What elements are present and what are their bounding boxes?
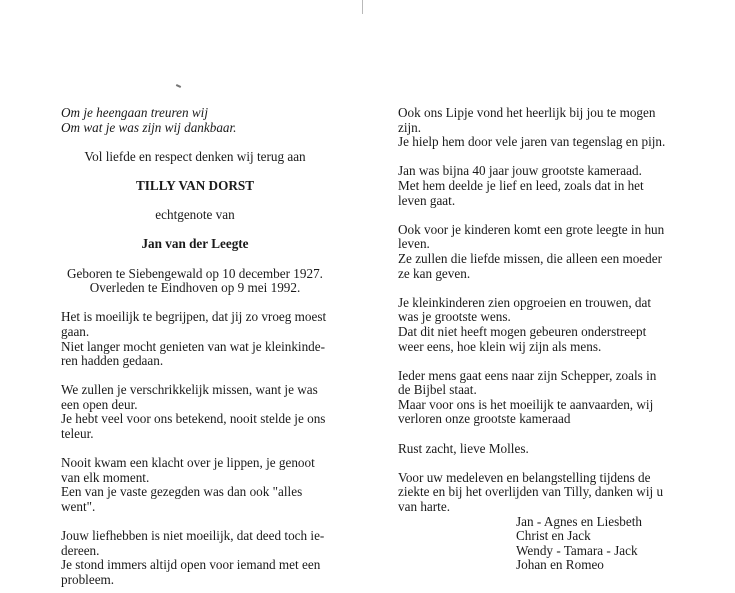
- paragraph-line: We zullen je verschrikkelijk missen, want je was: [61, 382, 318, 398]
- paragraph-line: Je kleinkinderen zien opgroeien en trouwen, dat: [398, 294, 652, 310]
- paragraph-line: Je hebt veel voor ons betekend, nooit stelde je ons: [61, 411, 326, 427]
- signature-line: Christ en Jack: [516, 528, 591, 544]
- paragraph-line: zijn.: [398, 119, 422, 135]
- paragraph-line: Jouw liefhebben is niet moeilijk, dat deed toch ie-: [61, 528, 325, 544]
- paragraph-line: van elk moment.: [61, 469, 150, 485]
- signature-line: Johan en Romeo: [516, 557, 604, 573]
- signature-line: Jan - Agnes en Liesbeth: [516, 513, 642, 529]
- paragraph-line: dereen.: [61, 542, 100, 558]
- thanks-line: Voor uw medeleven en belangstelling tijdens de: [398, 469, 651, 485]
- paragraph-line: Ook voor je kinderen komt een grote leegte in hun: [398, 221, 665, 237]
- paragraph-line: Het is moeilijk te begrijpen, dat jij zo vroeg moest: [61, 309, 327, 325]
- paragraph-line: Je stond immers altijd open voor iemand met een: [61, 557, 321, 573]
- paragraph-line: Niet langer mocht genieten van wat je kleinkinde-: [61, 338, 326, 354]
- paragraph-line: leven.: [398, 236, 430, 252]
- paragraph-line: Je hielp hem door vele jaren van tegenslag en pijn.: [398, 134, 666, 150]
- paragraph-line: Maar voor ons is het moeilijk te aanvaarden, wij: [398, 396, 654, 412]
- poem-line: Om wat je was zijn wij dankbaar.: [61, 119, 237, 135]
- thanks-line: ziekte en bij het overlijden van Tilly, danken wij u: [398, 484, 664, 500]
- deceased-name: TILLY VAN DORST: [135, 177, 254, 193]
- paragraph-line: ze kan geven.: [398, 265, 471, 281]
- paragraph-line: een open deur.: [61, 396, 138, 412]
- paragraph-line: Ze zullen die liefde missen, die alleen een moeder: [398, 250, 663, 266]
- paragraph-line: Een van je vaste gezegden was dan ook "alles: [61, 484, 303, 500]
- left-column: [61, 106, 329, 588]
- paragraph-line: ren hadden gedaan.: [61, 353, 164, 369]
- paragraph-line: leven gaat.: [398, 192, 456, 208]
- paragraph-line: Met hem deelde je lief en leed, zoals dat in het: [398, 177, 644, 193]
- signature-line: Wendy - Tamara - Jack: [516, 542, 638, 558]
- spouse-name: Jan van der Leegte: [141, 236, 249, 252]
- paragraph-line: probleem.: [61, 572, 115, 587]
- paragraph-line: was je grootste wens.: [398, 309, 511, 325]
- paragraph-line: verloren onze grootste kameraad: [398, 411, 571, 427]
- paragraph-line: de Bijbel staat.: [398, 382, 477, 398]
- paragraph-line: teleur.: [61, 426, 94, 442]
- paragraph-line: Ook ons Lipje vond het heerlijk bij jou te mogen: [398, 105, 656, 120]
- spouse-label: echtgenote van: [155, 207, 235, 223]
- paragraph-line: Dat dit niet heeft mogen gebeuren onderstreept: [398, 323, 647, 339]
- paragraph-line: Ieder mens gaat eens naar zijn Schepper, zoals in: [398, 367, 657, 383]
- print-speck: [176, 84, 181, 88]
- birth-line: Geboren te Siebengewald op 10 december 1927.: [67, 265, 323, 281]
- paragraph-line: Nooit kwam een klacht over je lippen, je genoot: [61, 455, 315, 471]
- paragraph-line: went".: [61, 499, 96, 515]
- paragraph-line: Jan was bijna 40 jaar jouw grootste kameraad.: [398, 163, 642, 179]
- poem-line: Om je heengaan treuren wij: [61, 105, 208, 120]
- intro-line: Vol liefde en respect denken wij terug aan: [84, 148, 306, 164]
- paragraph-line: weer eens, hoe klein wij zijn als mens.: [398, 338, 602, 354]
- fold-mark: [362, 0, 363, 14]
- right-column: [398, 106, 718, 573]
- paragraph-line: gaan.: [61, 323, 90, 339]
- death-line: Overleden te Eindhoven op 9 mei 1992.: [89, 280, 301, 296]
- rest-line: Rust zacht, lieve Molles.: [398, 440, 529, 456]
- thanks-line: van harte.: [398, 499, 450, 515]
